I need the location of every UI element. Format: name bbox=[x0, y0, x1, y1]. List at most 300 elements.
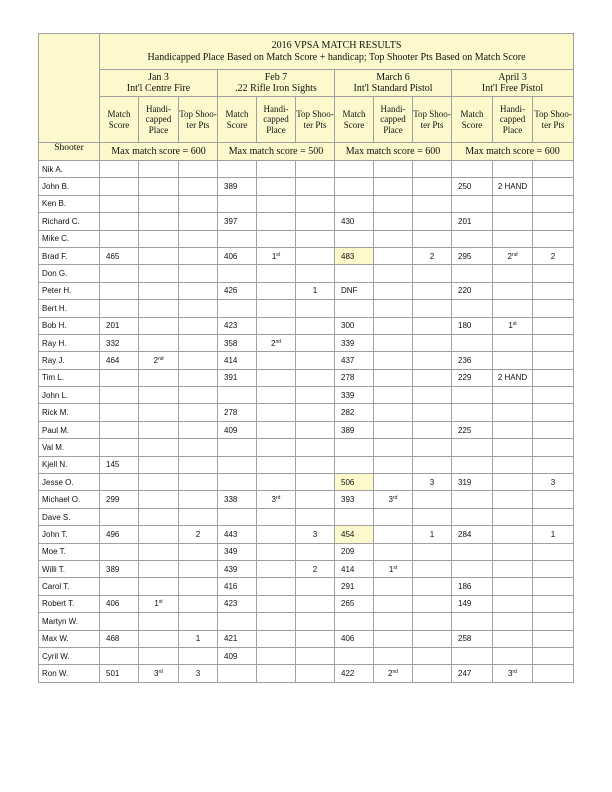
shooter-name: Richard C. bbox=[39, 213, 100, 230]
top-shooter-pts-cell bbox=[413, 491, 452, 508]
match-score-cell: 295 bbox=[452, 247, 493, 264]
handicap-place-cell bbox=[374, 647, 413, 664]
table-row bbox=[39, 630, 574, 647]
top-shooter-pts-cell bbox=[179, 647, 218, 664]
match-score-cell: 464 bbox=[100, 352, 139, 369]
match-score-cell: 393 bbox=[335, 491, 374, 508]
handicap-place-cell bbox=[139, 508, 179, 525]
top-shooter-pts-cell bbox=[533, 404, 574, 421]
max-score-note: Max match score = 600 bbox=[100, 143, 218, 161]
table-row bbox=[39, 161, 574, 178]
top-shooter-pts-cell bbox=[179, 387, 218, 404]
top-shooter-pts-cell bbox=[296, 317, 335, 334]
handicap-place-cell bbox=[374, 404, 413, 421]
handicap-place-cell bbox=[493, 439, 533, 456]
table-row bbox=[39, 421, 574, 438]
handicap-place-cell bbox=[139, 560, 179, 577]
top-shooter-pts-cell bbox=[296, 230, 335, 247]
top-shooter-pts-cell bbox=[296, 421, 335, 438]
shooter-name: Don G. bbox=[39, 265, 100, 282]
top-shooter-pts-cell bbox=[296, 334, 335, 351]
shooter-name: Ron W. bbox=[39, 665, 100, 682]
match-score-cell bbox=[100, 421, 139, 438]
handicap-place-cell bbox=[257, 282, 296, 299]
match-score-cell bbox=[100, 647, 139, 664]
match-results-table bbox=[38, 33, 574, 683]
match-score-cell: 358 bbox=[218, 334, 257, 351]
shooter-name: Peter H. bbox=[39, 282, 100, 299]
match-score-cell bbox=[100, 474, 139, 491]
shooter-name: Jesse O. bbox=[39, 474, 100, 491]
top-shooter-pts-cell: 2 bbox=[296, 560, 335, 577]
top-shooter-pts-cell bbox=[179, 439, 218, 456]
match-score-cell bbox=[335, 300, 374, 317]
top-shooter-pts-cell: 3 bbox=[533, 474, 574, 491]
handicap-place-cell bbox=[139, 213, 179, 230]
top-shooter-pts-cell bbox=[413, 578, 452, 595]
top-shooter-pts-cell: 1 bbox=[296, 282, 335, 299]
handicap-place-cell bbox=[493, 300, 533, 317]
top-shooter-pts-cell bbox=[413, 508, 452, 525]
handicap-place-cell: 3rd bbox=[257, 491, 296, 508]
top-shooter-pts-cell bbox=[413, 665, 452, 682]
handicap-place-cell bbox=[493, 265, 533, 282]
shooter-name: Mike C. bbox=[39, 230, 100, 247]
handicap-place-cell bbox=[493, 543, 533, 560]
table-row bbox=[39, 404, 574, 421]
column-label: Top Shoo-ter Pts bbox=[533, 97, 574, 143]
match-score-cell bbox=[100, 578, 139, 595]
handicap-place-cell bbox=[139, 474, 179, 491]
match-score-cell: 389 bbox=[335, 421, 374, 438]
handicap-place-cell: 2 HAND bbox=[493, 178, 533, 195]
top-shooter-pts-cell: 2 bbox=[179, 526, 218, 543]
handicap-place-cell bbox=[374, 439, 413, 456]
top-shooter-pts-cell bbox=[533, 508, 574, 525]
handicap-place-cell bbox=[139, 317, 179, 334]
match-score-cell: 389 bbox=[218, 178, 257, 195]
match-score-cell bbox=[452, 265, 493, 282]
top-shooter-pts-cell bbox=[296, 630, 335, 647]
top-shooter-pts-cell bbox=[179, 613, 218, 630]
column-label: Match Score bbox=[452, 97, 493, 143]
top-shooter-pts-cell bbox=[296, 595, 335, 612]
top-shooter-pts-cell bbox=[533, 630, 574, 647]
top-shooter-pts-cell bbox=[413, 300, 452, 317]
match-score-cell bbox=[335, 195, 374, 212]
table-row bbox=[39, 213, 574, 230]
match-score-cell bbox=[100, 439, 139, 456]
handicap-place-cell bbox=[139, 404, 179, 421]
top-shooter-pts-cell: 3 bbox=[413, 474, 452, 491]
match-score-cell bbox=[452, 508, 493, 525]
max-score-note: Max match score = 600 bbox=[452, 143, 574, 161]
top-shooter-pts-cell bbox=[533, 613, 574, 630]
handicap-place-cell bbox=[257, 665, 296, 682]
top-shooter-pts-cell bbox=[296, 195, 335, 212]
match-score-cell bbox=[218, 161, 257, 178]
match-score-cell: 430 bbox=[335, 213, 374, 230]
shooter-name: John L. bbox=[39, 387, 100, 404]
handicap-place-cell bbox=[139, 387, 179, 404]
title-row bbox=[39, 34, 574, 70]
handicap-place-cell bbox=[139, 300, 179, 317]
match-score-cell bbox=[452, 491, 493, 508]
match-score-cell: 501 bbox=[100, 665, 139, 682]
table-row bbox=[39, 491, 574, 508]
handicap-place-cell bbox=[493, 613, 533, 630]
handicap-place-cell bbox=[139, 334, 179, 351]
handicap-place-cell bbox=[139, 647, 179, 664]
handicap-place-cell bbox=[257, 213, 296, 230]
handicap-place-cell bbox=[139, 195, 179, 212]
handicap-place-cell bbox=[374, 526, 413, 543]
match-score-cell bbox=[452, 404, 493, 421]
table-row bbox=[39, 595, 574, 612]
handicap-place-cell bbox=[374, 369, 413, 386]
top-shooter-pts-cell bbox=[533, 595, 574, 612]
match-score-cell: 291 bbox=[335, 578, 374, 595]
match-score-cell bbox=[218, 474, 257, 491]
handicap-place-cell: 2nd bbox=[139, 352, 179, 369]
match-score-cell bbox=[100, 613, 139, 630]
max-score-note: Max match score = 600 bbox=[335, 143, 452, 161]
handicap-place-cell bbox=[374, 474, 413, 491]
top-shooter-pts-cell bbox=[533, 161, 574, 178]
top-shooter-pts-cell bbox=[179, 474, 218, 491]
match-score-cell bbox=[452, 300, 493, 317]
handicap-place-cell bbox=[493, 560, 533, 577]
handicap-place-cell bbox=[493, 595, 533, 612]
handicap-place-cell bbox=[139, 161, 179, 178]
top-shooter-pts-cell bbox=[533, 439, 574, 456]
top-shooter-pts-cell bbox=[413, 613, 452, 630]
column-label: Top Shoo-ter Pts bbox=[179, 97, 218, 143]
table-row bbox=[39, 195, 574, 212]
table-row bbox=[39, 247, 574, 264]
handicap-place-cell bbox=[493, 352, 533, 369]
handicap-place-cell: 2nd bbox=[257, 334, 296, 351]
top-shooter-pts-cell bbox=[296, 647, 335, 664]
shooter-name: Paul M. bbox=[39, 421, 100, 438]
match-score-cell: 220 bbox=[452, 282, 493, 299]
match-score-cell bbox=[335, 265, 374, 282]
top-shooter-pts-cell bbox=[413, 230, 452, 247]
handicap-place-cell bbox=[374, 265, 413, 282]
handicap-place-cell bbox=[493, 230, 533, 247]
shooter-name: Moe T. bbox=[39, 543, 100, 560]
event-date: Jan 3 bbox=[148, 72, 169, 83]
top-shooter-pts-cell bbox=[413, 560, 452, 577]
top-shooter-pts-cell bbox=[179, 595, 218, 612]
top-shooter-pts-cell bbox=[296, 178, 335, 195]
match-score-cell bbox=[335, 439, 374, 456]
top-shooter-pts-cell bbox=[533, 387, 574, 404]
top-shooter-pts-cell bbox=[179, 491, 218, 508]
top-shooter-pts-cell bbox=[533, 456, 574, 473]
top-shooter-pts-cell bbox=[533, 421, 574, 438]
handicap-place-cell bbox=[257, 543, 296, 560]
top-shooter-pts-cell bbox=[296, 161, 335, 178]
top-shooter-pts-cell bbox=[413, 387, 452, 404]
table-row bbox=[39, 647, 574, 664]
match-score-cell bbox=[335, 178, 374, 195]
handicap-place-cell bbox=[374, 578, 413, 595]
table-row bbox=[39, 474, 574, 491]
top-shooter-pts-cell bbox=[296, 543, 335, 560]
match-score-cell: 423 bbox=[218, 317, 257, 334]
top-shooter-pts-cell bbox=[413, 647, 452, 664]
table-row bbox=[39, 230, 574, 247]
max-score-note: Max match score = 500 bbox=[218, 143, 335, 161]
top-shooter-pts-cell bbox=[533, 282, 574, 299]
table-subtitle: Handicapped Place Based on Match Score + handicap; Top Shooter Pts Based on Match Score bbox=[147, 51, 526, 63]
match-score-cell bbox=[218, 439, 257, 456]
handicap-place-cell: 2nd bbox=[374, 665, 413, 682]
handicap-place-cell bbox=[257, 474, 296, 491]
shooter-name: Cyril W. bbox=[39, 647, 100, 664]
table-row bbox=[39, 317, 574, 334]
top-shooter-pts-cell bbox=[533, 230, 574, 247]
match-score-cell bbox=[100, 178, 139, 195]
handicap-place-cell: 3rd bbox=[374, 491, 413, 508]
shooter-name: Dave S. bbox=[39, 508, 100, 525]
top-shooter-pts-cell bbox=[413, 439, 452, 456]
handicap-place-cell bbox=[374, 230, 413, 247]
top-shooter-pts-cell bbox=[296, 369, 335, 386]
top-shooter-pts-cell bbox=[179, 456, 218, 473]
table-row bbox=[39, 578, 574, 595]
top-shooter-pts-cell: 2 bbox=[533, 247, 574, 264]
handicap-place-cell bbox=[493, 491, 533, 508]
top-shooter-pts-cell bbox=[179, 578, 218, 595]
shooter-name: Michael O. bbox=[39, 491, 100, 508]
match-score-cell bbox=[452, 456, 493, 473]
handicap-place-cell bbox=[374, 387, 413, 404]
table-row bbox=[39, 526, 574, 543]
match-score-cell: 229 bbox=[452, 369, 493, 386]
top-shooter-pts-cell bbox=[296, 578, 335, 595]
match-score-cell bbox=[100, 265, 139, 282]
top-shooter-pts-cell bbox=[413, 595, 452, 612]
handicap-place-cell: 2nd bbox=[493, 247, 533, 264]
match-score-cell: 391 bbox=[218, 369, 257, 386]
table-row bbox=[39, 508, 574, 525]
top-shooter-pts-cell: 3 bbox=[296, 526, 335, 543]
match-score-cell bbox=[100, 387, 139, 404]
top-shooter-pts-cell bbox=[413, 369, 452, 386]
top-shooter-pts-cell bbox=[296, 247, 335, 264]
handicap-place-cell: 1st bbox=[139, 595, 179, 612]
handicap-place-cell bbox=[139, 491, 179, 508]
top-shooter-pts-cell bbox=[533, 578, 574, 595]
handicap-place-cell bbox=[493, 421, 533, 438]
event-header bbox=[100, 70, 218, 97]
event-name: Int'l Free Pistol bbox=[481, 83, 544, 94]
shooter-name: Willi T. bbox=[39, 560, 100, 577]
ordinal-suffix: nd bbox=[392, 669, 398, 676]
match-score-cell: 414 bbox=[218, 352, 257, 369]
handicap-place-cell bbox=[374, 334, 413, 351]
match-score-cell: 426 bbox=[218, 282, 257, 299]
match-score-cell bbox=[452, 647, 493, 664]
handicap-place-cell bbox=[139, 265, 179, 282]
top-shooter-pts-cell bbox=[296, 613, 335, 630]
handicap-place-cell: 1st bbox=[257, 247, 296, 264]
handicap-place-cell bbox=[257, 195, 296, 212]
top-shooter-pts-cell bbox=[533, 213, 574, 230]
event-name: Int'l Centre Fire bbox=[126, 83, 191, 94]
match-score-cell bbox=[218, 195, 257, 212]
handicap-place-cell bbox=[493, 404, 533, 421]
handicap-place-cell: 3rd bbox=[493, 665, 533, 682]
handicap-place-cell bbox=[139, 526, 179, 543]
column-label: Handi-capped Place bbox=[257, 97, 296, 143]
match-score-cell bbox=[452, 230, 493, 247]
handicap-place-cell bbox=[493, 282, 533, 299]
handicap-place-cell bbox=[257, 421, 296, 438]
event-header bbox=[218, 70, 335, 97]
handicap-place-cell bbox=[374, 595, 413, 612]
top-shooter-pts-cell bbox=[533, 543, 574, 560]
handicap-place-cell bbox=[493, 578, 533, 595]
top-shooter-pts-cell bbox=[296, 439, 335, 456]
handicap-place-cell bbox=[374, 178, 413, 195]
match-score-cell bbox=[452, 560, 493, 577]
match-score-cell: 409 bbox=[218, 647, 257, 664]
ordinal-suffix: rd bbox=[393, 495, 398, 502]
handicap-place-cell bbox=[139, 613, 179, 630]
top-shooter-pts-cell bbox=[533, 352, 574, 369]
match-score-cell: 339 bbox=[335, 387, 374, 404]
table-row bbox=[39, 352, 574, 369]
top-shooter-pts-cell bbox=[413, 282, 452, 299]
table-row bbox=[39, 439, 574, 456]
table-title: 2016 VPSA MATCH RESULTS bbox=[271, 39, 402, 51]
handicap-place-cell bbox=[139, 282, 179, 299]
handicap-place-cell bbox=[139, 456, 179, 473]
top-shooter-pts-cell bbox=[179, 508, 218, 525]
handicap-place-cell bbox=[374, 195, 413, 212]
match-score-cell bbox=[100, 369, 139, 386]
handicap-place-cell bbox=[374, 421, 413, 438]
shooter-name: Ken B. bbox=[39, 195, 100, 212]
handicap-place-cell bbox=[257, 369, 296, 386]
handicap-place-cell bbox=[257, 560, 296, 577]
handicap-place-cell bbox=[257, 578, 296, 595]
match-score-cell: 483 bbox=[335, 247, 374, 264]
table-row bbox=[39, 560, 574, 577]
match-score-cell: 406 bbox=[218, 247, 257, 264]
match-score-cell bbox=[100, 161, 139, 178]
top-shooter-pts-cell bbox=[296, 352, 335, 369]
handicap-place-cell: 2 HAND bbox=[493, 369, 533, 386]
top-shooter-pts-cell bbox=[296, 387, 335, 404]
shooter-name: Carol T. bbox=[39, 578, 100, 595]
column-label: Match Score bbox=[335, 97, 374, 143]
handicap-place-cell bbox=[257, 161, 296, 178]
handicap-place-cell bbox=[139, 578, 179, 595]
top-shooter-pts-cell bbox=[413, 404, 452, 421]
ordinal-suffix: st bbox=[393, 564, 398, 571]
table-title-cell bbox=[100, 34, 574, 70]
match-score-cell bbox=[452, 387, 493, 404]
event-date: Feb 7 bbox=[264, 72, 288, 83]
top-shooter-pts-cell bbox=[179, 265, 218, 282]
event-name: .22 Rifle Iron Sights bbox=[235, 83, 317, 94]
top-shooter-pts-cell bbox=[413, 178, 452, 195]
top-shooter-pts-cell bbox=[179, 317, 218, 334]
top-shooter-pts-cell bbox=[179, 247, 218, 264]
match-score-cell: 149 bbox=[452, 595, 493, 612]
ordinal-suffix: st bbox=[512, 321, 517, 328]
match-score-cell: 437 bbox=[335, 352, 374, 369]
match-score-cell bbox=[218, 613, 257, 630]
shooter-name: Ray H. bbox=[39, 334, 100, 351]
handicap-place-cell bbox=[374, 508, 413, 525]
handicap-place-cell bbox=[493, 213, 533, 230]
handicap-place-cell bbox=[493, 161, 533, 178]
top-shooter-pts-cell bbox=[179, 543, 218, 560]
shooter-name: Martyn W. bbox=[39, 613, 100, 630]
handicap-place-cell bbox=[257, 265, 296, 282]
handicap-place-cell bbox=[374, 247, 413, 264]
match-score-cell bbox=[100, 508, 139, 525]
match-score-cell: 496 bbox=[100, 526, 139, 543]
handicap-place-cell bbox=[374, 161, 413, 178]
match-score-cell bbox=[335, 508, 374, 525]
handicap-place-cell bbox=[493, 387, 533, 404]
shooter-name: Kjell N. bbox=[39, 456, 100, 473]
match-score-cell: 180 bbox=[452, 317, 493, 334]
top-shooter-pts-cell bbox=[533, 647, 574, 664]
match-score-cell bbox=[100, 404, 139, 421]
match-score-cell bbox=[218, 665, 257, 682]
handicap-place-cell bbox=[493, 526, 533, 543]
match-score-cell bbox=[335, 647, 374, 664]
shooter-name: Max W. bbox=[39, 630, 100, 647]
shooter-name: Rick M. bbox=[39, 404, 100, 421]
handicap-place-cell bbox=[257, 404, 296, 421]
shooter-name: Tim L. bbox=[39, 369, 100, 386]
max-score-row bbox=[39, 143, 574, 161]
shooter-header: Shooter bbox=[39, 143, 100, 161]
match-score-cell bbox=[100, 195, 139, 212]
handicap-place-cell bbox=[257, 630, 296, 647]
handicap-place-cell bbox=[493, 456, 533, 473]
match-score-cell: 409 bbox=[218, 421, 257, 438]
match-score-cell: 265 bbox=[335, 595, 374, 612]
match-score-cell bbox=[100, 543, 139, 560]
match-score-cell: 389 bbox=[100, 560, 139, 577]
match-score-cell: 278 bbox=[335, 369, 374, 386]
column-label: Handi-capped Place bbox=[493, 97, 533, 143]
match-score-cell: 443 bbox=[218, 526, 257, 543]
event-row bbox=[39, 70, 574, 97]
top-shooter-pts-cell bbox=[413, 352, 452, 369]
top-shooter-pts-cell bbox=[179, 178, 218, 195]
handicap-place-cell bbox=[374, 300, 413, 317]
handicap-place-cell bbox=[257, 647, 296, 664]
handicap-place-cell bbox=[139, 543, 179, 560]
top-shooter-pts-cell bbox=[179, 282, 218, 299]
match-score-cell bbox=[335, 230, 374, 247]
handicap-place-cell bbox=[374, 282, 413, 299]
match-score-cell: 423 bbox=[218, 595, 257, 612]
match-score-cell: 439 bbox=[218, 560, 257, 577]
shooter-name: Val M. bbox=[39, 439, 100, 456]
match-score-cell: 319 bbox=[452, 474, 493, 491]
